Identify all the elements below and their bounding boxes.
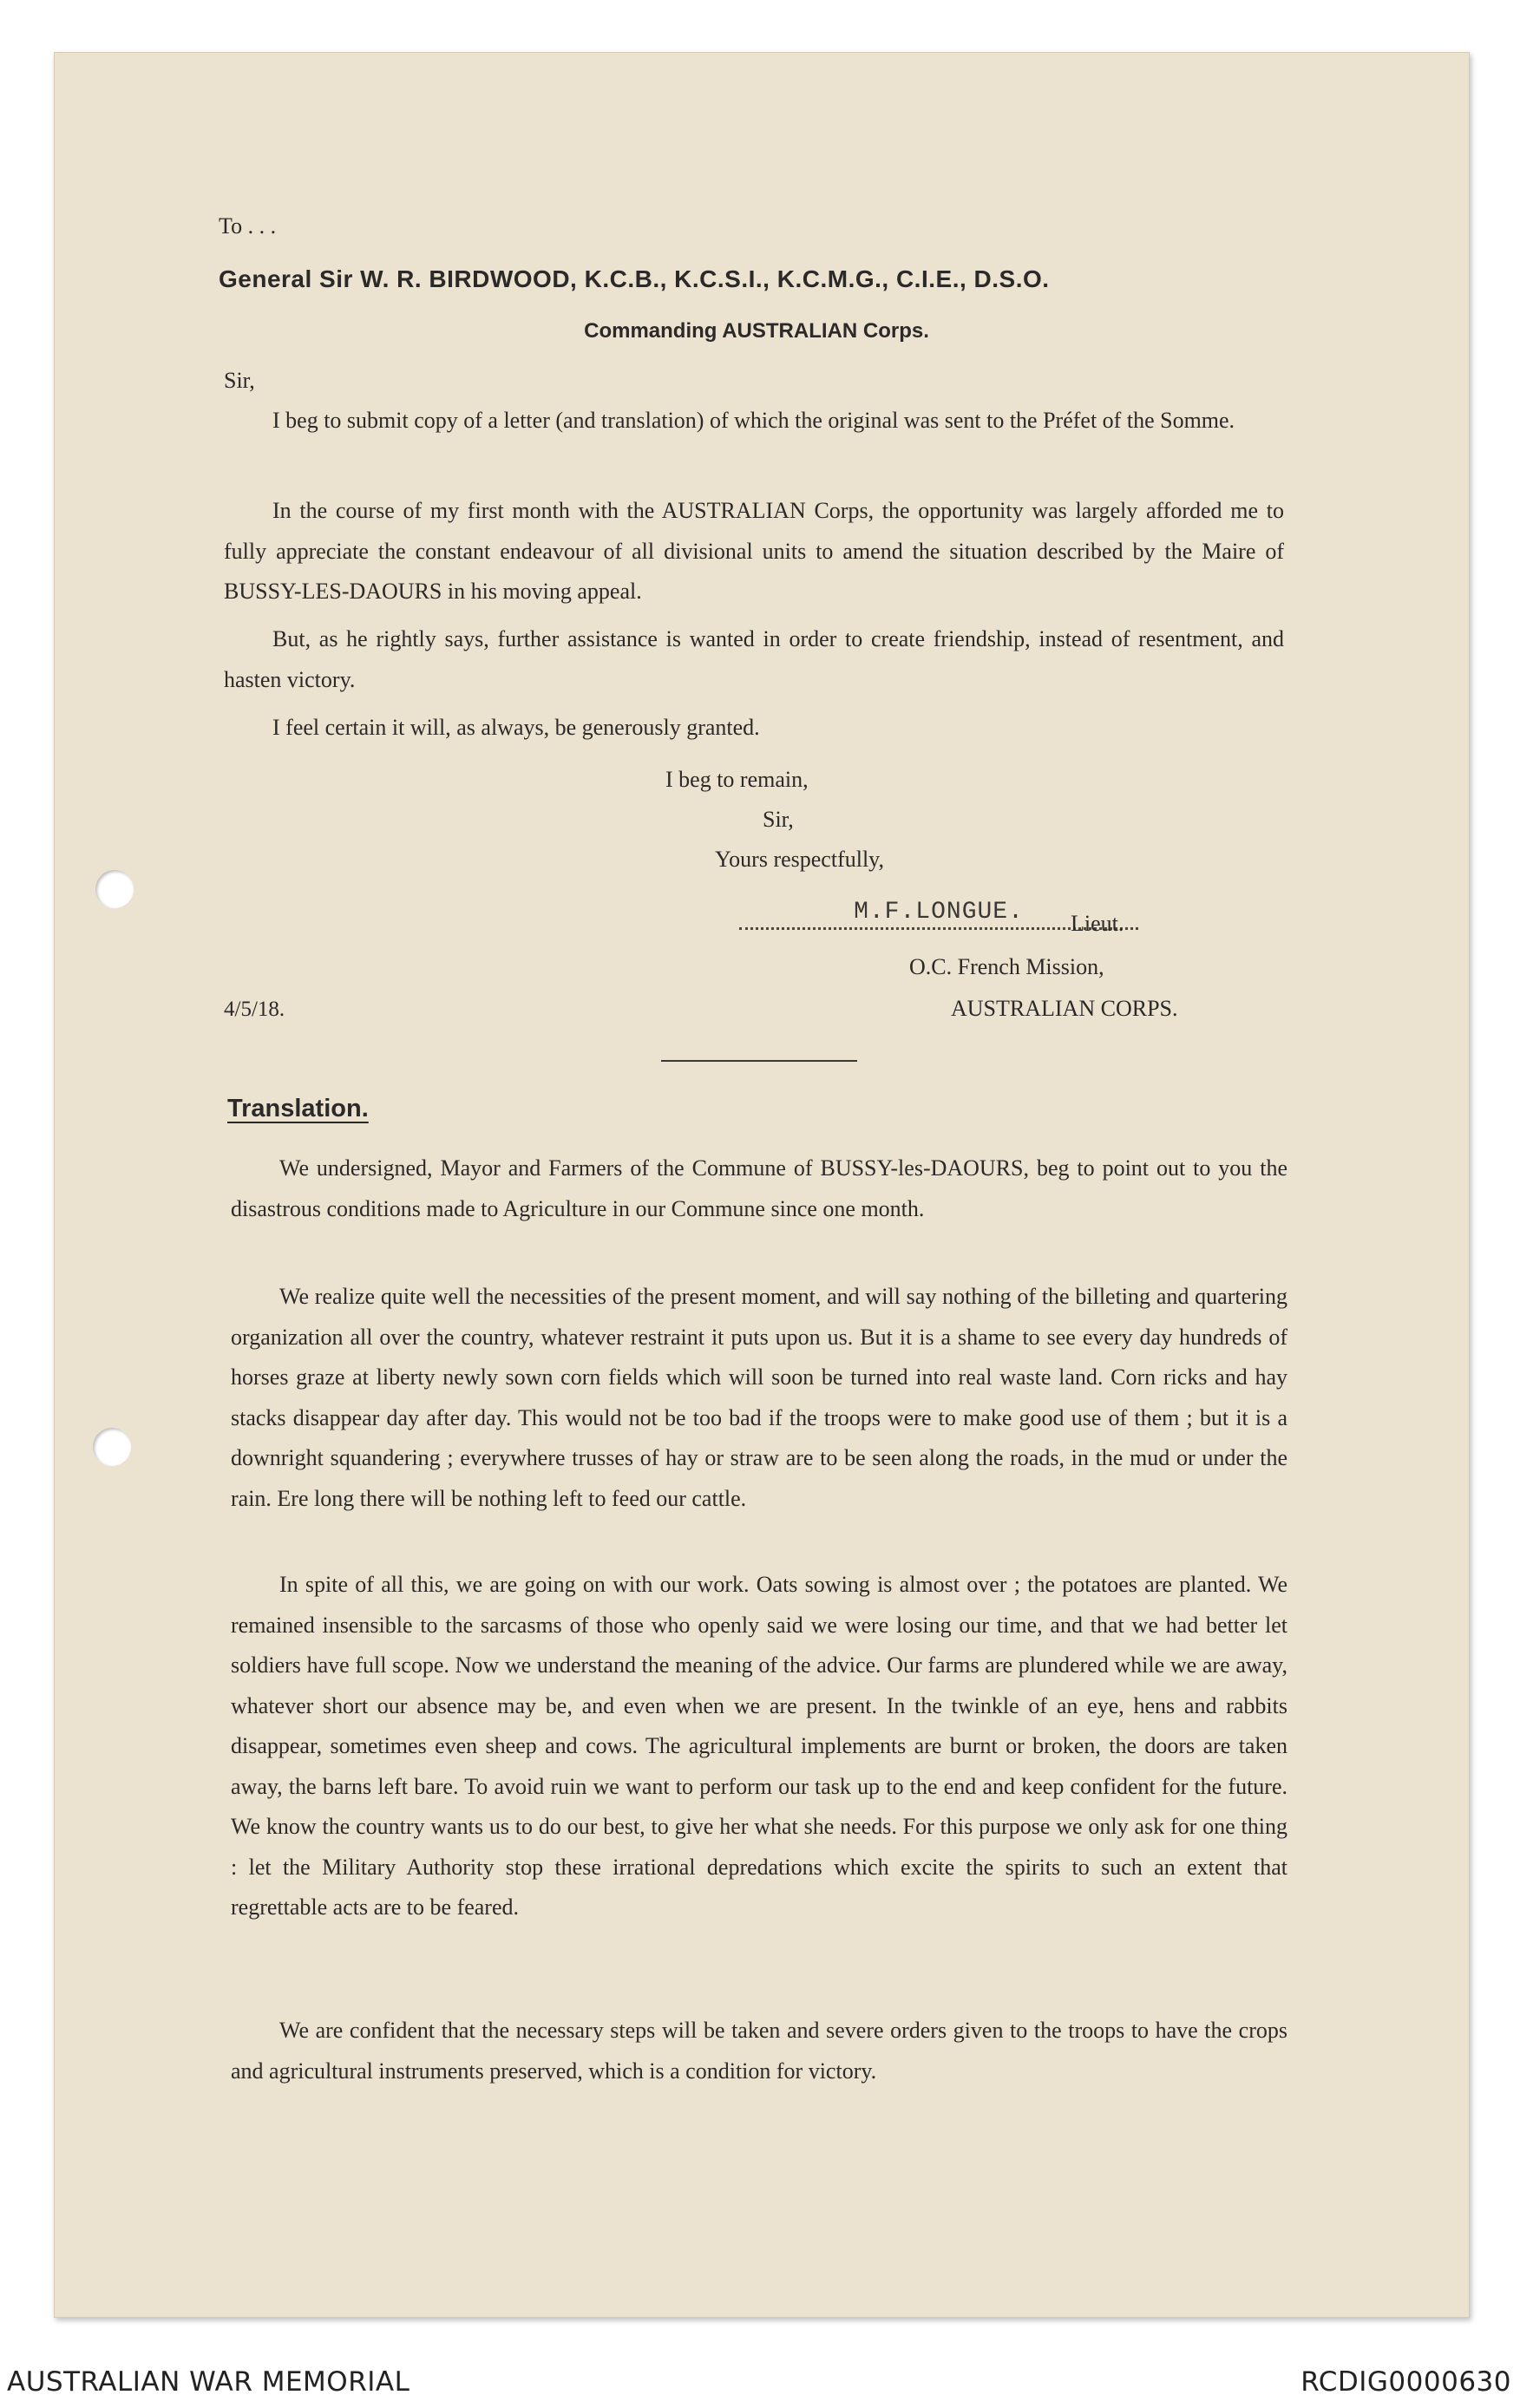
command-prefix: Commanding [584, 319, 717, 343]
letter-paragraph: In the course of my first month with the AUSTRALIAN Corps, the opportunity was largely afforded me to fully appreciate the constant endeavour of all divisional units to amend the situation described by the Maire of BUSSY-LES-DAOURS in his moving appeal. [224, 498, 1284, 604]
section-divider [661, 1060, 857, 1062]
closing-line: Sir, [763, 807, 794, 832]
translation-paragraph: We realize quite well the necessities of the present moment, and will say nothing of the billeting and quartering organization all over the country, whatever restraint it puts upon us. But it is a shame to see every day hundreds of horses graze at liberty newly sown corn fields which will soon be turned into real waste land. Corn ricks and hay stacks disappear day after day. This would not be too bad if the troops were to make good use of them ; but it is a downright squandering ; everywhere trusses of hay or straw are to be seen along the roads, in the mud or under the rain. Ere long there will be nothing left to feed our cattle. [231, 1284, 1287, 1511]
translation-heading: Translation. [227, 1095, 369, 1122]
closing-line: I beg to remain, [665, 767, 809, 792]
closing-line: Yours respectfully, [715, 847, 884, 872]
punch-hole-upper [95, 870, 134, 908]
to-line: To . . . [219, 213, 277, 239]
translation-paragraph: We are confident that the necessary steps will be taken and severe orders given to the troops to have the crops and agricultural instruments preserved, which is a condition for victory. [231, 2018, 1287, 2084]
letter-date: 4/5/18. [224, 998, 285, 1021]
signatory-unit: AUSTRALIAN CORPS. [951, 996, 1178, 1021]
translation-paragraph: We undersigned, Mayor and Farmers of the Commune of BUSSY-les-DAOURS, beg to point out to you the disastrous conditions made to Agriculture in our Commune since one month. [231, 1155, 1287, 1221]
punch-hole-lower [93, 1428, 131, 1466]
footer-institution: AUSTRALIAN WAR MEMORIAL [7, 2366, 410, 2398]
letter-paragraph: I feel certain it will, as always, be generously granted. [272, 715, 760, 740]
salutation: Sir, [224, 368, 255, 393]
typed-signature: M.F.LONGUE. [739, 899, 1138, 930]
addressee: General Sir W. R. BIRDWOOD, K.C.B., K.C.S.I., K.C.M.G., C.I.E., D.S.O. [219, 265, 1050, 292]
signatory-position: O.C. French Mission, [909, 954, 1104, 979]
footer-identifier: RCDIG0000630 [1301, 2366, 1511, 2398]
translation-paragraph: In spite of all this, we are going on with our work. Oats sowing is almost over ; the potatoes are planted. We remained insensible to the sarcasms of those who openly said we were losing our time, and that we had better let soldiers have full scope. Now we understand the meaning of the advice. Our farms are plundered while we are away, whatever short our absence may be, and even when we are present. In the twinkle of an eye, hens and rabbits disappear, sometimes even sheep and cows. The agricultural implements are burnt or broken, the doors are taken away, the barns left bare. To avoid ruin we want to perform our task up to the end and keep confident for the future. We know the country wants us to do our best, to give her what she needs. For this purpose we only ask for one thing : let the Military Authority stop these irrational depredations which excite the spirits to such an extent that regrettable acts are to be feared. [231, 1572, 1287, 1920]
letter-paragraph: I beg to submit copy of a letter (and translation) of which the original was sent to the Préfet of the Somme. [272, 408, 1235, 433]
command-line [219, 319, 1294, 344]
signatory-rank: Lieut. [1071, 911, 1124, 936]
command-corps: AUSTRALIAN Corps. [722, 319, 929, 343]
letter-paragraph: But, as he rightly says, further assistance is wanted in order to create friendship, instead of resentment, and hasten victory. [224, 626, 1284, 692]
